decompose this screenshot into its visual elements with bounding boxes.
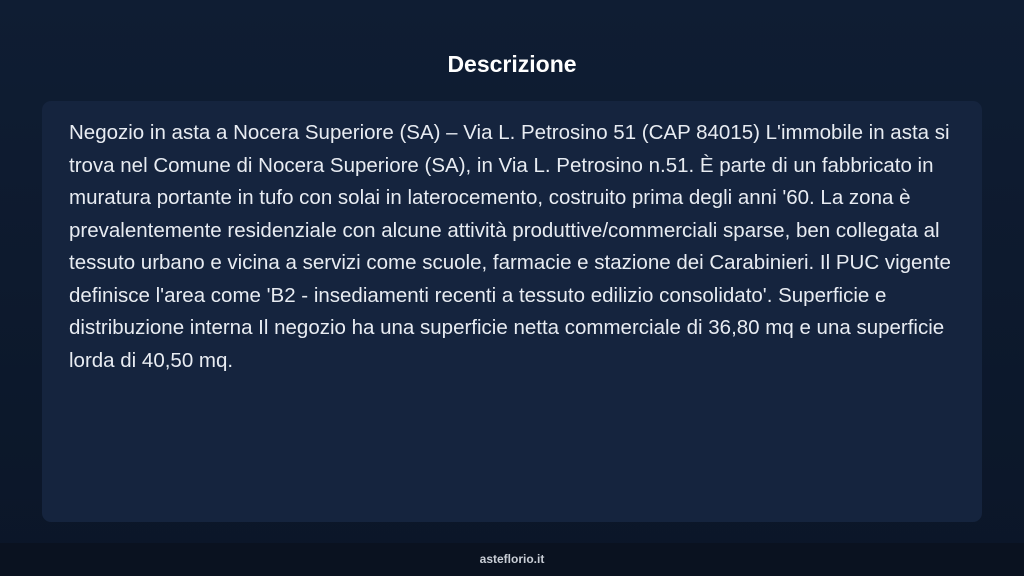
footer-bar [0,543,1024,576]
description-text: Negozio in asta a Nocera Superiore (SA) – Via L. Petrosino 51 (CAP 84015) L'immobile in asta si trova nel Comune di Nocera Superiore (SA), in Via L. Petrosino n.51. È parte di un fabbricato in muratura portante in tufo con solai in laterocemento, costruito prima degli anni '60. La zona è prevalentemente residenziale con alcune attività produttive/commerciali sparse, ben collegata al tessuto urbano e vicina a servizi come scuole, farmacie e stazione dei Carabinieri. Il PUC vigente definisce l'area come 'B2 - insediamenti recenti a tessuto edilizio consolidato'. Superficie e distribuzione interna Il negozio ha una superficie netta commerciale di 36,80 mq e una superficie lorda di 40,50 mq. [69,121,951,372]
description-card [42,101,982,522]
footer-site-label: asteflorio.it [479,552,545,566]
page-title: Descrizione [447,51,577,77]
